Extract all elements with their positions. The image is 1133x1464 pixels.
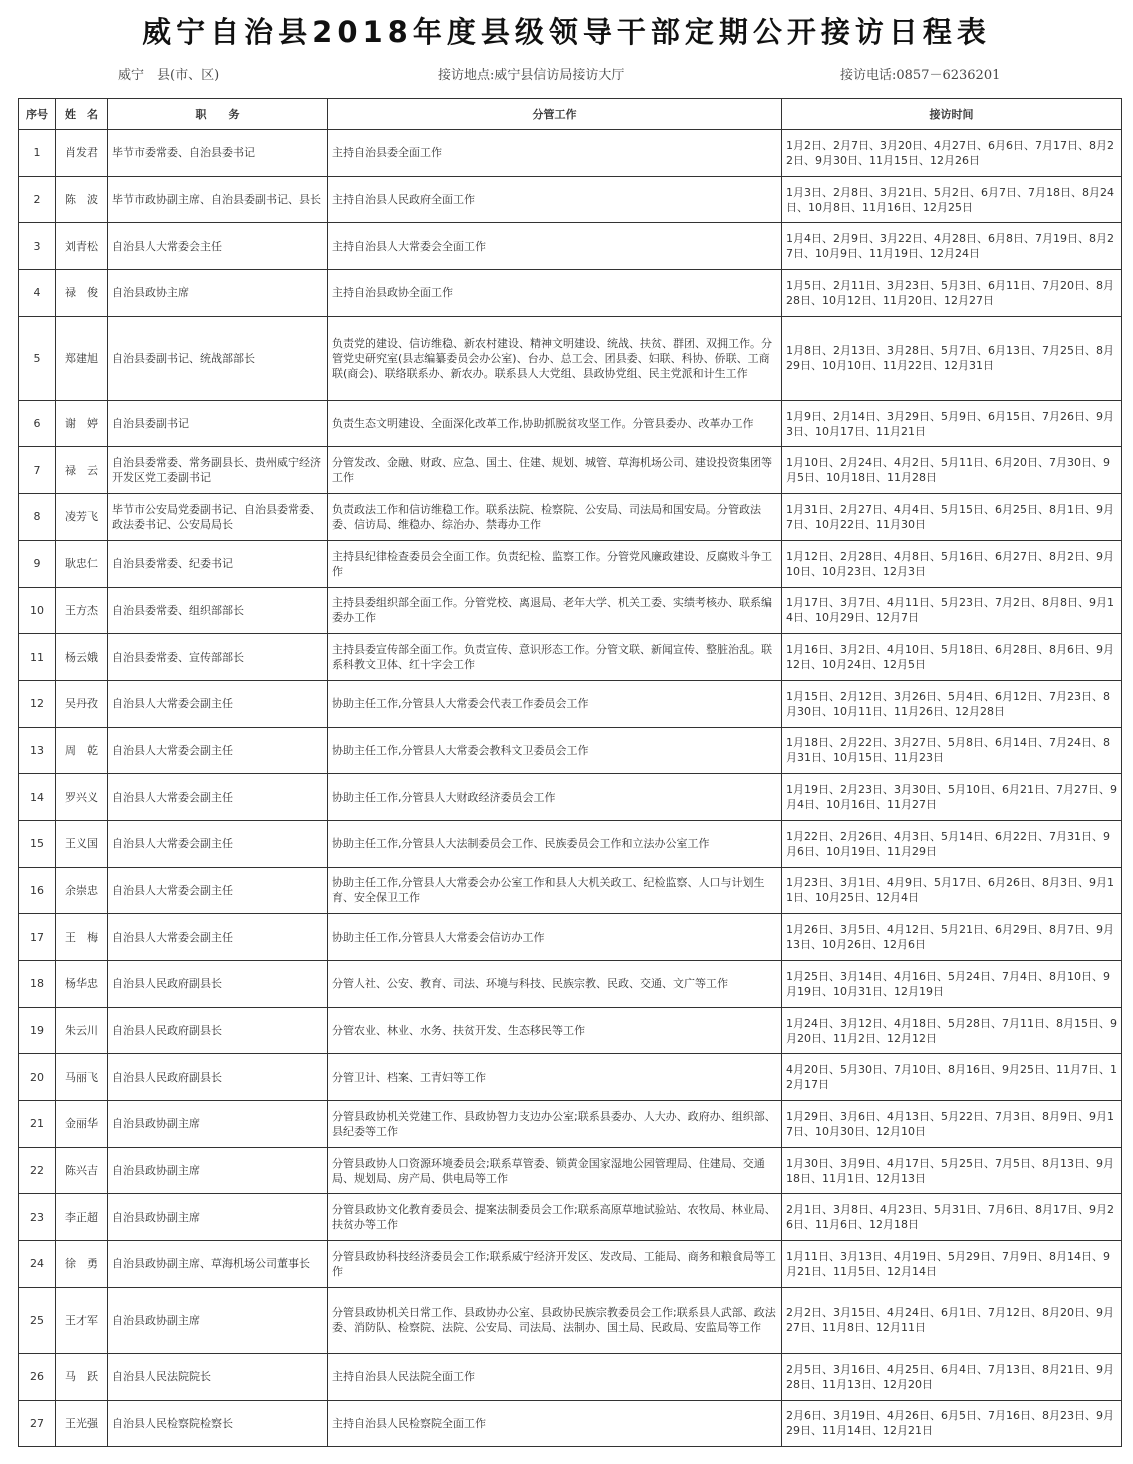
row-name: 王义国 [56,820,108,867]
row-position: 自治县委副书记、统战部部长 [108,316,328,400]
row-name: 肖发君 [56,130,108,177]
row-reception-time: 1月3日、2月8日、3月21日、5月2日、6月7日、7月18日、8月24日、10月8日、11月16日、12月25日 [782,176,1122,223]
table-row [19,914,1122,961]
row-duties: 分管县政协机关党建工作、县政协智力支边办公室;联系县委办、人大办、政府办、组织部、县纪委等工作 [328,1101,782,1148]
row-number: 13 [19,727,56,774]
row-position: 自治县人大常委会副主任 [108,867,328,914]
row-reception-time: 1月10日、2月24日、4月2日、5月11日、6月20日、7月30日、9月5日、10月18日、11月28日 [782,447,1122,494]
reception-phone: 接访电话:0857－6236201 [840,68,1001,83]
row-reception-time: 1月24日、3月12日、4月18日、5月28日、7月11日、8月15日、9月20日、11月2日、12月12日 [782,1007,1122,1054]
table-row [19,1007,1122,1054]
row-reception-time: 1月9日、2月14日、3月29日、5月9日、6月15日、7月26日、9月3日、10月17日、11月21日 [782,400,1122,447]
row-duties: 主持县委组织部全面工作。分管党校、离退局、老年大学、机关工委、实绩考核办、联系编委办工作 [328,587,782,634]
table-row [19,223,1122,270]
row-position: 自治县人民检察院检察长 [108,1400,328,1447]
table-row [19,1054,1122,1101]
header-position: 职 务 [108,99,328,130]
row-duties: 主持自治县委全面工作 [328,130,782,177]
row-duties: 协助主任工作,分管县人大财政经济委员会工作 [328,774,782,821]
row-position: 自治县人大常委会副主任 [108,774,328,821]
row-position: 毕节市政协副主席、自治县委副书记、县长 [108,176,328,223]
row-number: 18 [19,961,56,1008]
row-duties: 协助主任工作,分管县人大常委会办公室工作和县人大机关政工、纪检监察、人口与计划生育、安全保卫工作 [328,867,782,914]
row-name: 马丽飞 [56,1054,108,1101]
table-row [19,587,1122,634]
row-name: 刘青松 [56,223,108,270]
row-duties: 主持自治县政协全面工作 [328,270,782,317]
row-reception-time: 1月22日、2月26日、4月3日、5月14日、6月22日、7月31日、9月6日、10月19日、11月29日 [782,820,1122,867]
row-name: 谢 婷 [56,400,108,447]
row-number: 23 [19,1194,56,1241]
table-row [19,1241,1122,1288]
row-duties: 协助主任工作,分管县人大常委会代表工作委员会工作 [328,680,782,727]
row-name: 陈兴吉 [56,1147,108,1194]
row-position: 自治县人大常委会副主任 [108,680,328,727]
row-position: 自治县人大常委会主任 [108,223,328,270]
row-name: 王才军 [56,1287,108,1353]
table-row [19,680,1122,727]
row-position: 自治县政协副主席、草海机场公司董事长 [108,1241,328,1288]
header-no: 序号 [19,99,56,130]
row-reception-time: 1月29日、3月6日、4月13日、5月22日、7月3日、8月9日、9月17日、10月30日、12月10日 [782,1101,1122,1148]
row-number: 12 [19,680,56,727]
row-duties: 分管县政协科技经济委员会工作;联系威宁经济开发区、发改局、工能局、商务和粮食局等工作 [328,1241,782,1288]
row-reception-time: 1月15日、2月12日、3月26日、5月4日、6月12日、7月23日、8月30日、10月11日、11月26日、12月28日 [782,680,1122,727]
row-name: 杨华忠 [56,961,108,1008]
row-position: 自治县政协副主席 [108,1147,328,1194]
row-number: 5 [19,316,56,400]
row-duties: 协助主任工作,分管县人大常委会教科文卫委员会工作 [328,727,782,774]
table-row [19,867,1122,914]
row-duties: 分管发改、金融、财政、应急、国土、住建、规划、城管、草海机场公司、建设投资集团等工作 [328,447,782,494]
row-name: 陈 波 [56,176,108,223]
row-reception-time: 1月26日、3月5日、4月12日、5月21日、6月29日、8月7日、9月13日、10月26日、12月6日 [782,914,1122,961]
row-number: 4 [19,270,56,317]
row-position: 自治县人民法院院长 [108,1353,328,1400]
row-name: 吴丹孜 [56,680,108,727]
table-row [19,270,1122,317]
row-position: 自治县人大常委会副主任 [108,820,328,867]
row-duties: 主持县委宣传部全面工作。负责宣传、意识形态工作。分管文联、新闻宣传、整脏治乱。联系科教文卫体、红十字会工作 [328,634,782,681]
row-number: 15 [19,820,56,867]
row-duties: 主持自治县人民法院全面工作 [328,1353,782,1400]
row-reception-time: 1月25日、3月14日、4月16日、5月24日、7月4日、8月10日、9月19日、10月31日、12月19日 [782,961,1122,1008]
row-reception-time: 2月1日、3月8日、4月23日、5月31日、7月6日、8月17日、9月26日、11月6日、12月18日 [782,1194,1122,1241]
row-name: 周 乾 [56,727,108,774]
row-duties: 分管县政协文化教育委员会、提案法制委员会工作;联系高原草地试验站、农牧局、林业局、扶贫办等工作 [328,1194,782,1241]
row-number: 3 [19,223,56,270]
table-row [19,1147,1122,1194]
row-number: 19 [19,1007,56,1054]
row-duties: 主持自治县人大常委会全面工作 [328,223,782,270]
row-reception-time: 1月19日、2月23日、3月30日、5月10日、6月21日、7月27日、9月4日、10月16日、11月27日 [782,774,1122,821]
table-row [19,1101,1122,1148]
row-number: 27 [19,1400,56,1447]
row-reception-time: 2月6日、3月19日、4月26日、6月5日、7月16日、8月23日、9月29日、11月14日、12月21日 [782,1400,1122,1447]
row-duties: 分管卫计、档案、工青妇等工作 [328,1054,782,1101]
table-row [19,1287,1122,1353]
row-position: 自治县政协副主席 [108,1101,328,1148]
row-position: 自治县人民政府副县长 [108,1054,328,1101]
row-position: 自治县委常委、纪委书记 [108,540,328,587]
row-number: 8 [19,494,56,541]
row-number: 26 [19,1353,56,1400]
row-position: 毕节市委常委、自治县委书记 [108,130,328,177]
row-position: 自治县人大常委会副主任 [108,727,328,774]
table-row [19,774,1122,821]
schedule-table [18,98,1122,1447]
row-duties: 协助主任工作,分管县人大常委会信访办工作 [328,914,782,961]
row-reception-time: 1月17日、3月7日、4月11日、5月23日、7月2日、8月8日、9月14日、10月29日、12月7日 [782,587,1122,634]
row-name: 金丽华 [56,1101,108,1148]
row-number: 1 [19,130,56,177]
row-name: 禄 俊 [56,270,108,317]
row-number: 7 [19,447,56,494]
row-number: 16 [19,867,56,914]
row-duties: 主持县纪律检查委员会全面工作。负责纪检、监察工作。分管党风廉政建设、反腐败斗争工作 [328,540,782,587]
row-reception-time: 2月5日、3月16日、4月25日、6月4日、7月13日、8月21日、9月28日、11月13日、12月20日 [782,1353,1122,1400]
reception-location: 接访地点:威宁县信访局接访大厅 [438,68,625,83]
row-number: 17 [19,914,56,961]
county-label: 威宁 县(市、区) [118,68,220,83]
row-name: 王 梅 [56,914,108,961]
table-row [19,634,1122,681]
row-duties: 负责党的建设、信访维稳、新农村建设、精神文明建设、统战、扶贫、群团、双拥工作。分管党史研究室(县志编纂委员会办公室)、台办、总工会、团县委、妇联、科协、侨联、工商联(商会)、联络联系办、新农办。联系县人大党组、县政协党组、民主党派和计生工作 [328,316,782,400]
row-reception-time: 1月23日、3月1日、4月9日、5月17日、6月26日、8月3日、9月11日、10月25日、12月4日 [782,867,1122,914]
header-time: 接访时间 [782,99,1122,130]
row-duties: 主持自治县人民检察院全面工作 [328,1400,782,1447]
row-number: 14 [19,774,56,821]
row-reception-time: 1月11日、3月13日、4月19日、5月29日、7月9日、8月14日、9月21日、11月5日、12月14日 [782,1241,1122,1288]
row-name: 禄 云 [56,447,108,494]
row-position: 自治县政协主席 [108,270,328,317]
table-row [19,176,1122,223]
row-duties: 负责政法工作和信访维稳工作。联系法院、检察院、公安局、司法局和国安局。分管政法委、信访局、维稳办、综治办、禁毒办工作 [328,494,782,541]
row-reception-time: 1月2日、2月7日、3月20日、4月27日、6月6日、7月17日、8月22日、9月30日、11月15日、12月26日 [782,130,1122,177]
row-position: 毕节市公安局党委副书记、自治县委常委、政法委书记、公安局局长 [108,494,328,541]
row-number: 21 [19,1101,56,1148]
row-position: 自治县委常委、组织部部长 [108,587,328,634]
row-position: 自治县人大常委会副主任 [108,914,328,961]
header-duties: 分管工作 [328,99,782,130]
row-reception-time: 1月5日、2月11日、3月23日、5月3日、6月11日、7月20日、8月28日、10月12日、11月20日、12月27日 [782,270,1122,317]
row-reception-time: 1月12日、2月28日、4月8日、5月16日、6月27日、8月2日、9月10日、10月23日、12月3日 [782,540,1122,587]
row-name: 朱云川 [56,1007,108,1054]
row-name: 王光强 [56,1400,108,1447]
row-reception-time: 1月30日、3月9日、4月17日、5月25日、7月5日、8月13日、9月18日、11月1日、12月13日 [782,1147,1122,1194]
row-number: 24 [19,1241,56,1288]
table-row [19,540,1122,587]
row-reception-time: 1月8日、2月13日、3月28日、5月7日、6月13日、7月25日、8月29日、10月10日、11月22日、12月31日 [782,316,1122,400]
table-row [19,727,1122,774]
row-reception-time: 4月20日、5月30日、7月10日、8月16日、9月25日、11月7日、12月17日 [782,1054,1122,1101]
row-number: 6 [19,400,56,447]
row-position: 自治县政协副主席 [108,1194,328,1241]
table-row [19,961,1122,1008]
row-duties: 主持自治县人民政府全面工作 [328,176,782,223]
row-duties: 分管农业、林业、水务、扶贫开发、生态移民等工作 [328,1007,782,1054]
row-reception-time: 2月2日、3月15日、4月24日、6月1日、7月12日、8月20日、9月27日、11月8日、12月11日 [782,1287,1122,1353]
row-number: 20 [19,1054,56,1101]
table-row [19,130,1122,177]
row-reception-time: 1月4日、2月9日、3月22日、4月28日、6月8日、7月19日、8月27日、10月9日、11月19日、12月24日 [782,223,1122,270]
row-reception-time: 1月18日、2月22日、3月27日、5月8日、6月14日、7月24日、8月31日、10月15日、11月23日 [782,727,1122,774]
row-number: 22 [19,1147,56,1194]
row-name: 凌芳飞 [56,494,108,541]
row-duties: 分管县政协机关日常工作、县政协办公室、县政协民族宗教委员会工作;联系县人武部、政法委、消防队、检察院、法院、公安局、司法局、法制办、国土局、民政局、安监局等工作 [328,1287,782,1353]
row-name: 李正超 [56,1194,108,1241]
row-name: 郑建旭 [56,316,108,400]
table-row [19,400,1122,447]
row-position: 自治县委常委、常务副县长、贵州威宁经济开发区党工委副书记 [108,447,328,494]
row-name: 余崇忠 [56,867,108,914]
row-duties: 分管人社、公安、教育、司法、环境与科技、民族宗教、民政、交通、文广等工作 [328,961,782,1008]
row-name: 罗兴义 [56,774,108,821]
row-duties: 协助主任工作,分管县人大法制委员会工作、民族委员会工作和立法办公室工作 [328,820,782,867]
row-position: 自治县政协副主席 [108,1287,328,1353]
row-position: 自治县人民政府副县长 [108,961,328,1008]
table-row [19,1194,1122,1241]
row-name: 耿忠仁 [56,540,108,587]
row-number: 10 [19,587,56,634]
table-row [19,1353,1122,1400]
row-name: 马 跃 [56,1353,108,1400]
row-position: 自治县人民政府副县长 [108,1007,328,1054]
row-duties: 负责生态文明建设、全面深化改革工作,协助抓脱贫攻坚工作。分管县委办、改革办工作 [328,400,782,447]
table-row [19,316,1122,400]
row-number: 25 [19,1287,56,1353]
row-position: 自治县委常委、宣传部部长 [108,634,328,681]
table-row [19,1400,1122,1447]
table-row [19,447,1122,494]
row-position: 自治县委副书记 [108,400,328,447]
table-body [19,130,1122,1447]
row-name: 王方杰 [56,587,108,634]
table-header-row [19,99,1122,130]
table-row [19,494,1122,541]
row-duties: 分管县政协人口资源环境委员会;联系草管委、锁黄金国家湿地公园管理局、住建局、交通局、规划局、房产局、供电局等工作 [328,1147,782,1194]
row-reception-time: 1月16日、3月2日、4月10日、5月18日、6月28日、8月6日、9月12日、10月24日、12月5日 [782,634,1122,681]
row-number: 11 [19,634,56,681]
row-number: 9 [19,540,56,587]
header-name: 姓 名 [56,99,108,130]
table-row [19,820,1122,867]
page-title: 威宁自治县2018年度县级领导干部定期公开接访日程表 [142,15,991,49]
row-name: 徐 勇 [56,1241,108,1288]
row-number: 2 [19,176,56,223]
row-name: 杨云娥 [56,634,108,681]
row-reception-time: 1月31日、2月27日、4月4日、5月15日、6月25日、8月1日、9月7日、10月22日、11月30日 [782,494,1122,541]
